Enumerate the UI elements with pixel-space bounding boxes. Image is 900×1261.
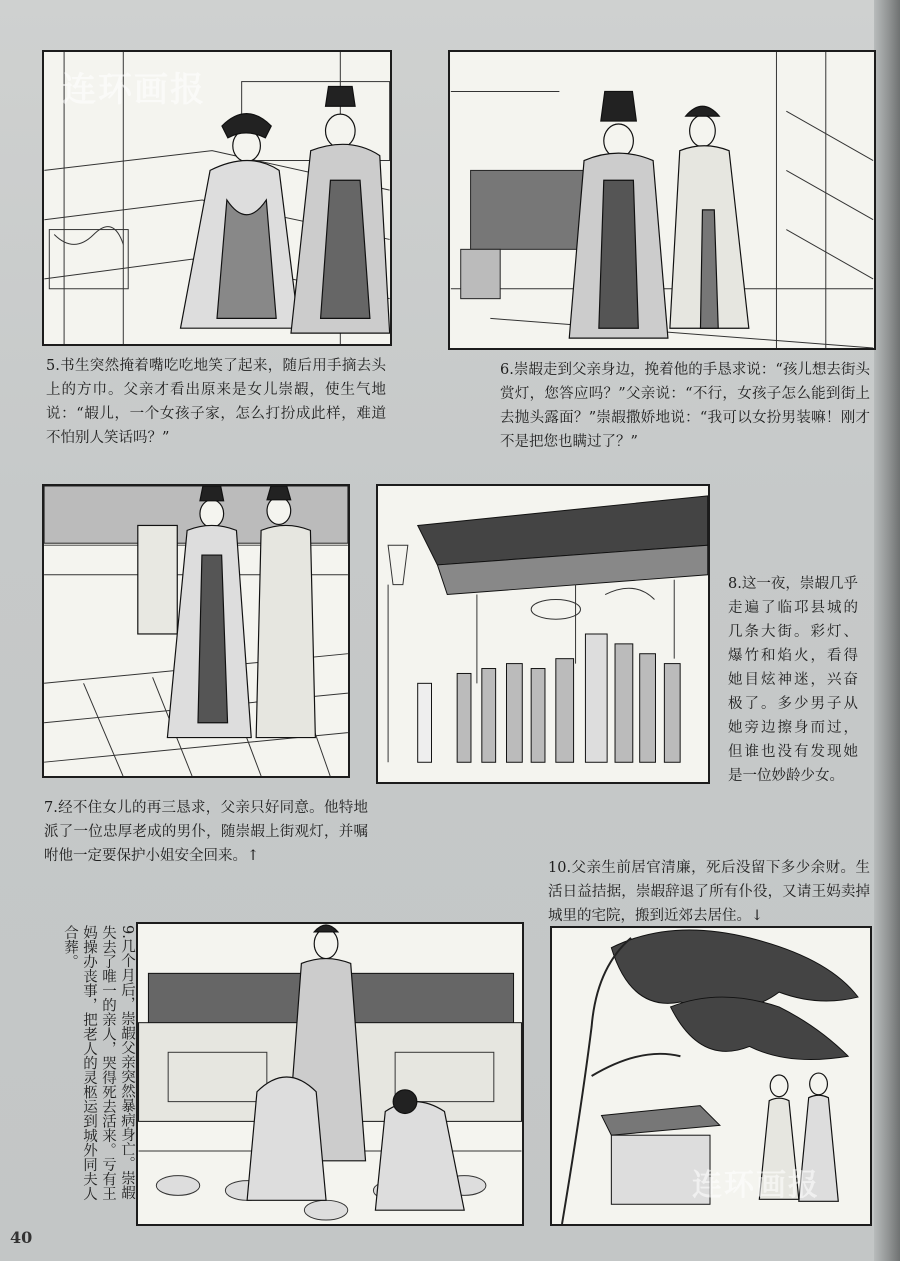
panel-7-illustration <box>44 486 348 776</box>
caption-8-text: 8.这一夜，崇嘏几乎走遍了临邛县城的几条大街。彩灯、爆竹和焰火，看得她目炫神迷，兴奋极了。多少男子从她旁边擦身而过，但谁也没有发现她是一位妙龄少女。 <box>728 576 858 784</box>
caption-8 <box>728 572 858 788</box>
panel-9 <box>136 922 524 1226</box>
page-number: 40 <box>10 1228 33 1247</box>
panel-7 <box>42 484 350 778</box>
panel-8 <box>376 484 710 784</box>
caption-9 <box>58 925 136 1205</box>
caption-10 <box>548 856 870 928</box>
caption-6 <box>500 358 870 454</box>
panel-10 <box>550 926 872 1226</box>
caption-9-text: 9.几个月后，崇嘏父亲突然暴病身亡。崇嘏失去了唯一的亲人，哭得死去活来。亏有王妈操办丧事，把老人的灵柩运到城外同夫人合葬。 <box>62 925 135 1201</box>
watermark-2: 连环画报 <box>692 1168 820 1203</box>
panel-8-illustration <box>378 486 708 782</box>
page-spine <box>874 0 900 1261</box>
caption-6-text: 6.崇嘏走到父亲身边，挽着他的手恳求说：“孩儿想去街头赏灯，您答应吗？”父亲说：“不行，女孩子怎么能到街上去抛头露面？”崇嘏撒娇地说：“我可以女扮男装嘛！刚才不是把您也瞒过了？” <box>500 362 870 450</box>
caption-7-text: 7.经不住女儿的再三恳求，父亲只好同意。他特地派了一位忠厚老成的男仆，随崇嘏上街观灯，并嘱咐他一定要保护小姐安全回来。↑ <box>44 800 368 864</box>
panel-9-illustration <box>138 924 522 1224</box>
panel-5 <box>42 50 392 346</box>
caption-5 <box>46 354 386 450</box>
caption-7 <box>44 796 368 868</box>
panel-6-illustration <box>450 52 874 348</box>
caption-10-text: 10.父亲生前居官清廉，死后没留下多少余财。生活日益拮据，崇嘏辞退了所有仆役，又请王妈卖掉城里的宅院，搬到近郊去居住。↓ <box>548 860 870 924</box>
caption-5-text: 5.书生突然掩着嘴吃吃地笑了起来，随后用手摘去头上的方巾。父亲才看出原来是女儿崇嘏，使生气地说：“嘏儿，一个女孩子家，怎么打扮成此样，难道不怕别人笑话吗？” <box>46 358 386 446</box>
watermark: 连环画报 <box>62 70 206 110</box>
panel-6 <box>448 50 876 350</box>
